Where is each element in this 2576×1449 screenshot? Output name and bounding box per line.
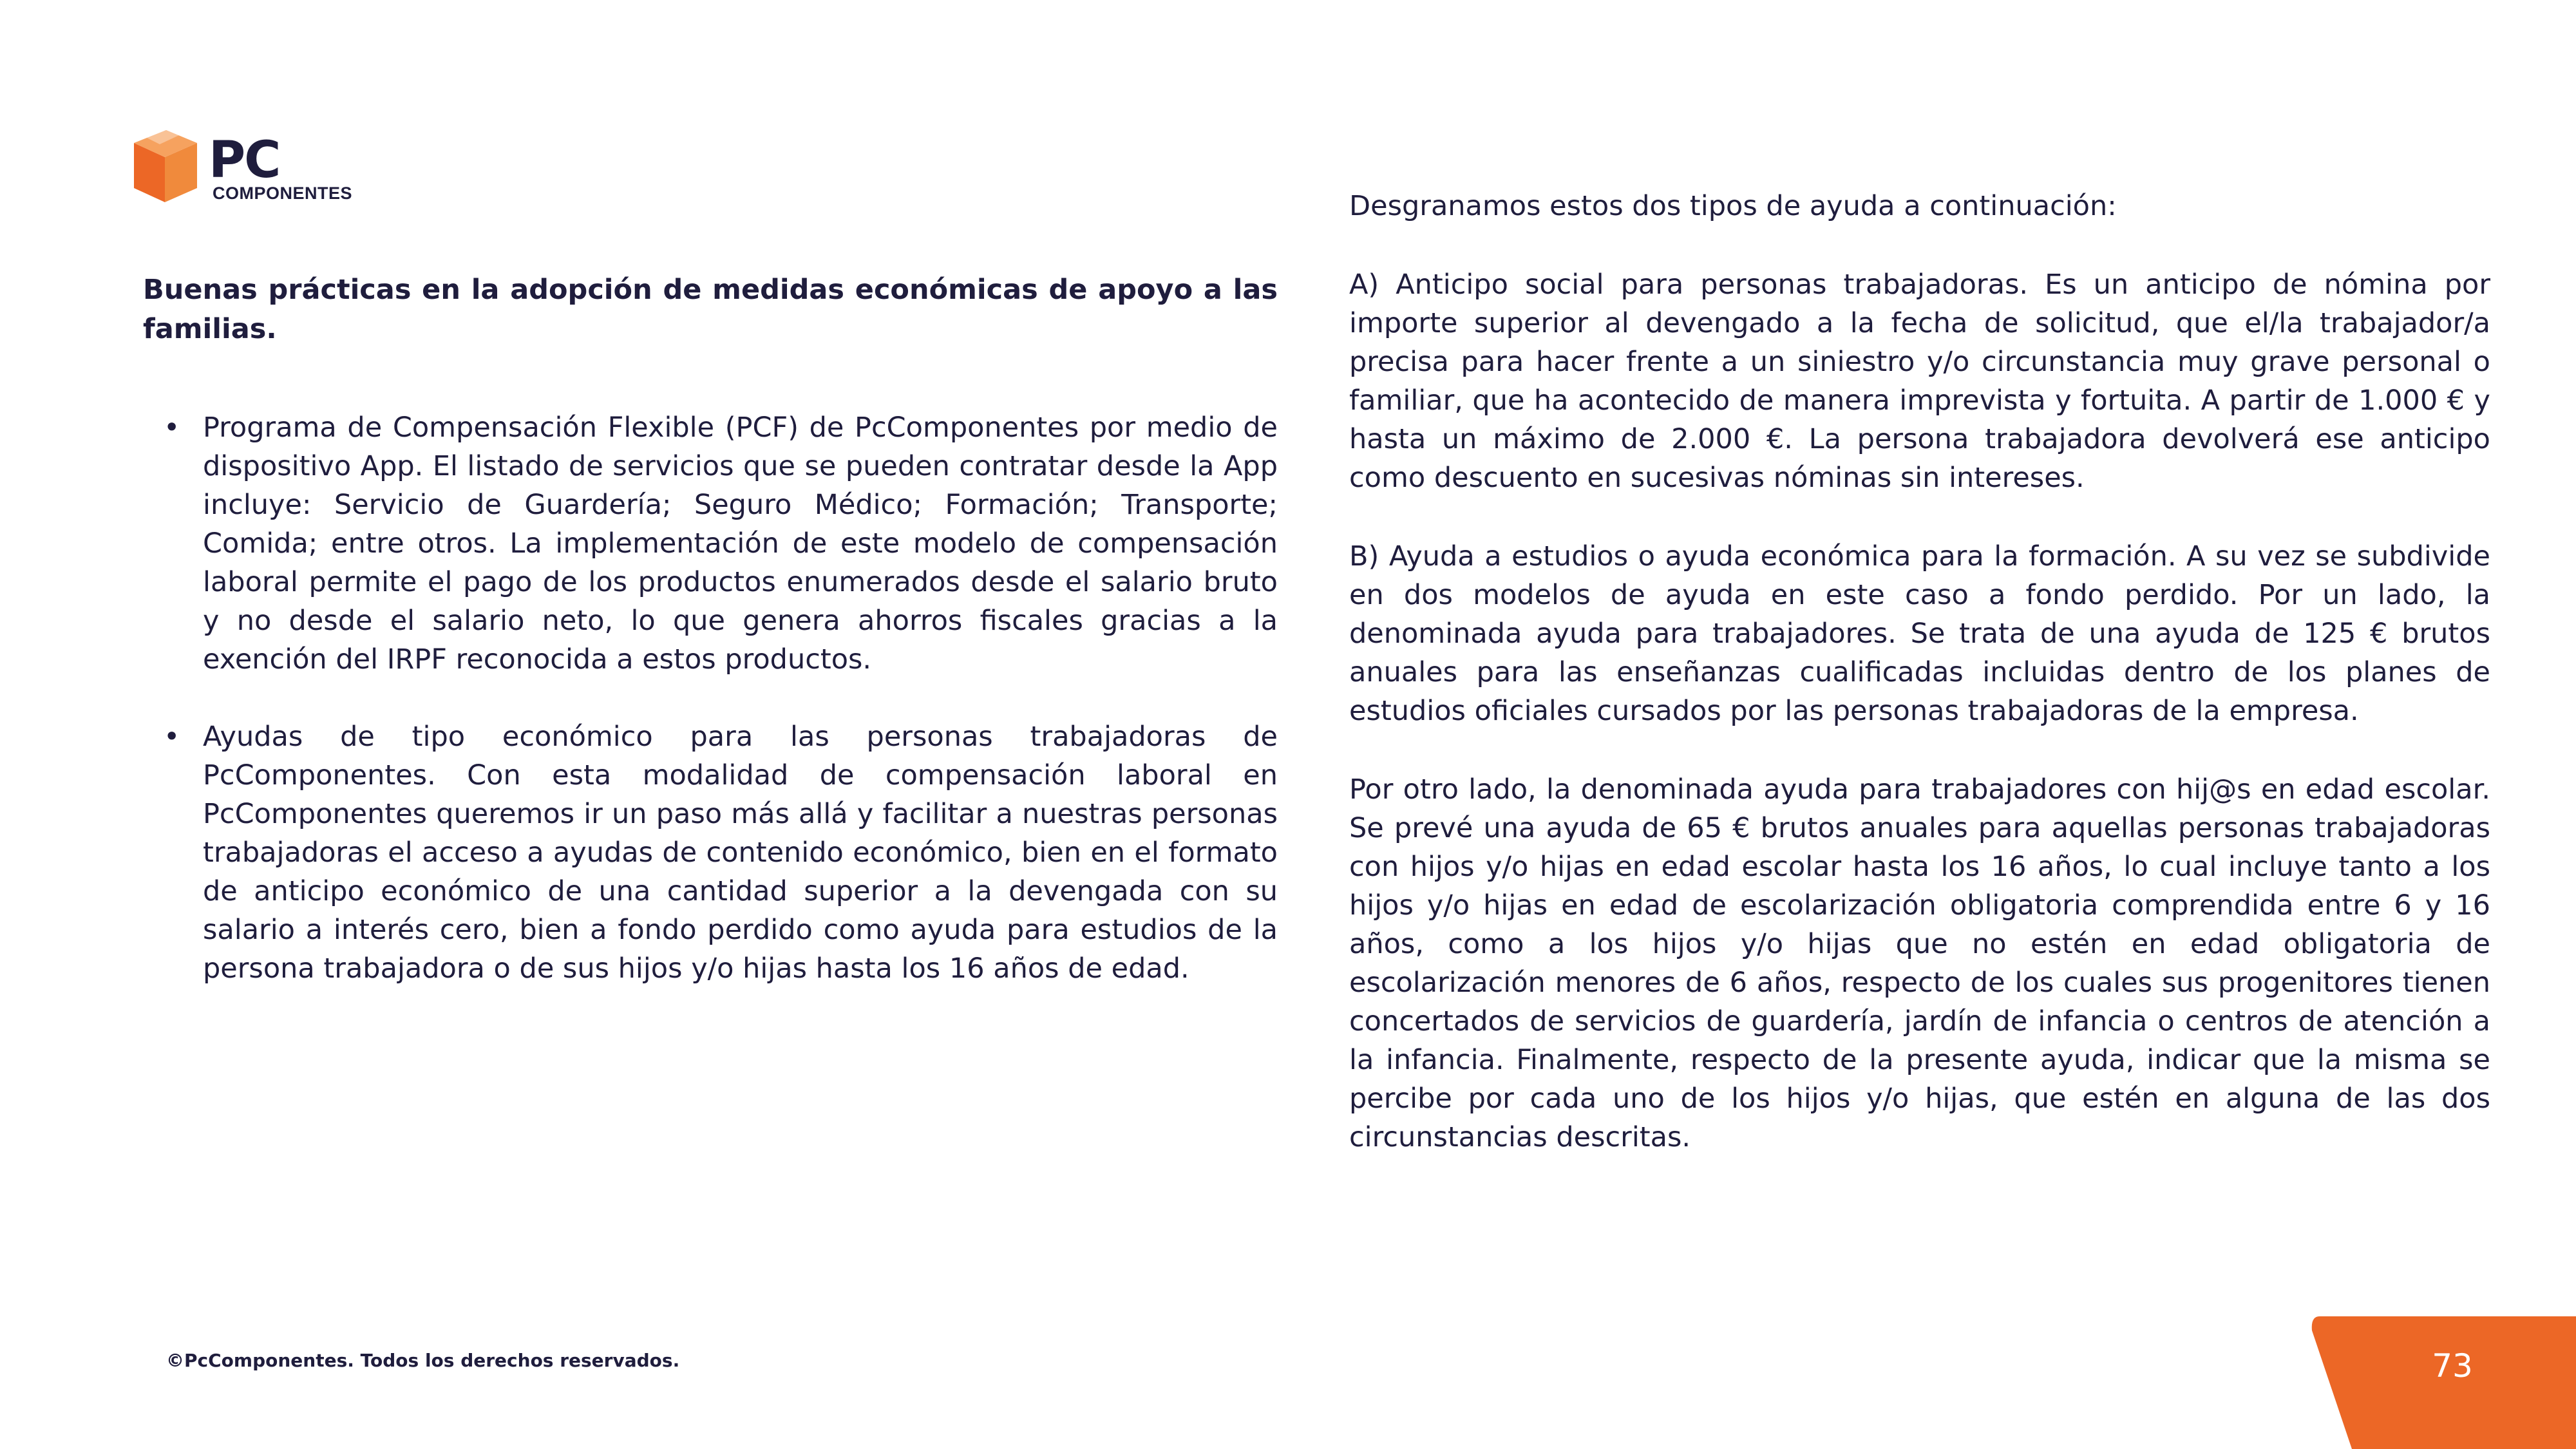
page-number: 73: [2432, 1347, 2473, 1385]
copyright-footer: ©PcComponentes. Todos los derechos reservados.: [166, 1350, 680, 1371]
intro-paragraph: Desgranamos estos dos tipos de ayuda a continuación:: [1349, 190, 2117, 222]
bullet-text: Ayudas de tipo económico para las personas trabajadoras de PcComponentes. Con esta modalidad de compensación laboral en PcComponentes queremos ir un paso más allá y facilitar a nuestras personas trabajadoras el acceso a ayudas de contenido económico, bien en el formato de anticipo económico de una cantidad superior a la devengada con su salario a interés cero, bien a fondo perdido como ayuda para estudios de la persona trabajadora o de sus hijos y/o hijas hasta los 16 años de edad.: [203, 721, 1278, 985]
list-item: [143, 717, 1278, 988]
left-column: [143, 270, 1278, 988]
right-column: [1349, 187, 2490, 1157]
paragraph-ayuda-estudios: B) Ayuda a estudios o ayuda económica para la formación. A su vez se subdivide en dos modelos de ayuda en este caso a fondo perdido. Por un lado, la denominada ayuda para trabajadores. Se trata de una ayuda de 125 € brutos anuales para las enseñanzas cualificadas incluidas dentro de los planes de estudios oficiales cursados por las personas trabajadoras de la empresa.: [1349, 540, 2490, 727]
bullet-dot-icon: •: [164, 412, 180, 444]
bullet-list: [143, 408, 1278, 988]
paragraph-anticipo: A) Anticipo social para personas trabajadoras. Es un anticipo de nómina por importe superior al devengado a la fecha de solicitud, que el/la trabajador/a precisa para hacer frente a un siniestro y/o circunstancia muy grave personal o familiar, que ha acontecido de manera imprevista y fortuita. A partir de 1.000 € y hasta un máximo de 2.000 €. La persona trabajadora devolverá ese anticipo como descuento en sucesivas nóminas sin intereses.: [1349, 269, 2490, 494]
page-number-tab: [2311, 1316, 2576, 1449]
section-heading: Buenas prácticas en la adopción de medidas económicas de apoyo a las familias.: [143, 274, 1278, 345]
bullet-dot-icon: •: [164, 721, 180, 753]
pccomponentes-logo: [134, 130, 353, 206]
logo-wordmark: PC: [209, 131, 280, 189]
bullet-text: Programa de Compensación Flexible (PCF) de PcComponentes por medio de dispositivo App. El listado de servicios que se pueden contratar desde la App incluye: Servicio de Guardería; Seguro Médico; Formación; Transporte; Comida; entre otros. La implementación de este modelo de compensación laboral permite el pago de los productos enumerados desde el salario bruto y no desde el salario neto, lo que genera ahorros fiscales gracias a la exención del IRPF reconocida a estos productos.: [203, 412, 1278, 676]
logo-subtext: COMPONENTES: [213, 184, 353, 203]
list-item: [143, 408, 1278, 679]
paragraph-ayuda-hijos: Por otro lado, la denominada ayuda para trabajadores con hij@s en edad escolar. Se prevé una ayuda de 65 € brutos anuales para aquellas personas trabajadoras con hijos y/o hijas en edad escolar hasta los 16 años, lo cual incluye tanto a los hijos y/o hijas en edad de escolarización obligatoria comprendida entre 6 y 16 años, como a los hijos y/o hijas que no estén en edad obligatoria de escolarización menores de 6 años, respecto de los cuales sus progenitores tienen concertados de servicios de guardería, jardín de infancia o centros de atención a la infancia. Finalmente, respecto de la presente ayuda, indicar que la misma se percibe por cada uno de los hijos y/o hijas, que estén en alguna de las dos circunstancias descritas.: [1349, 773, 2490, 1153]
